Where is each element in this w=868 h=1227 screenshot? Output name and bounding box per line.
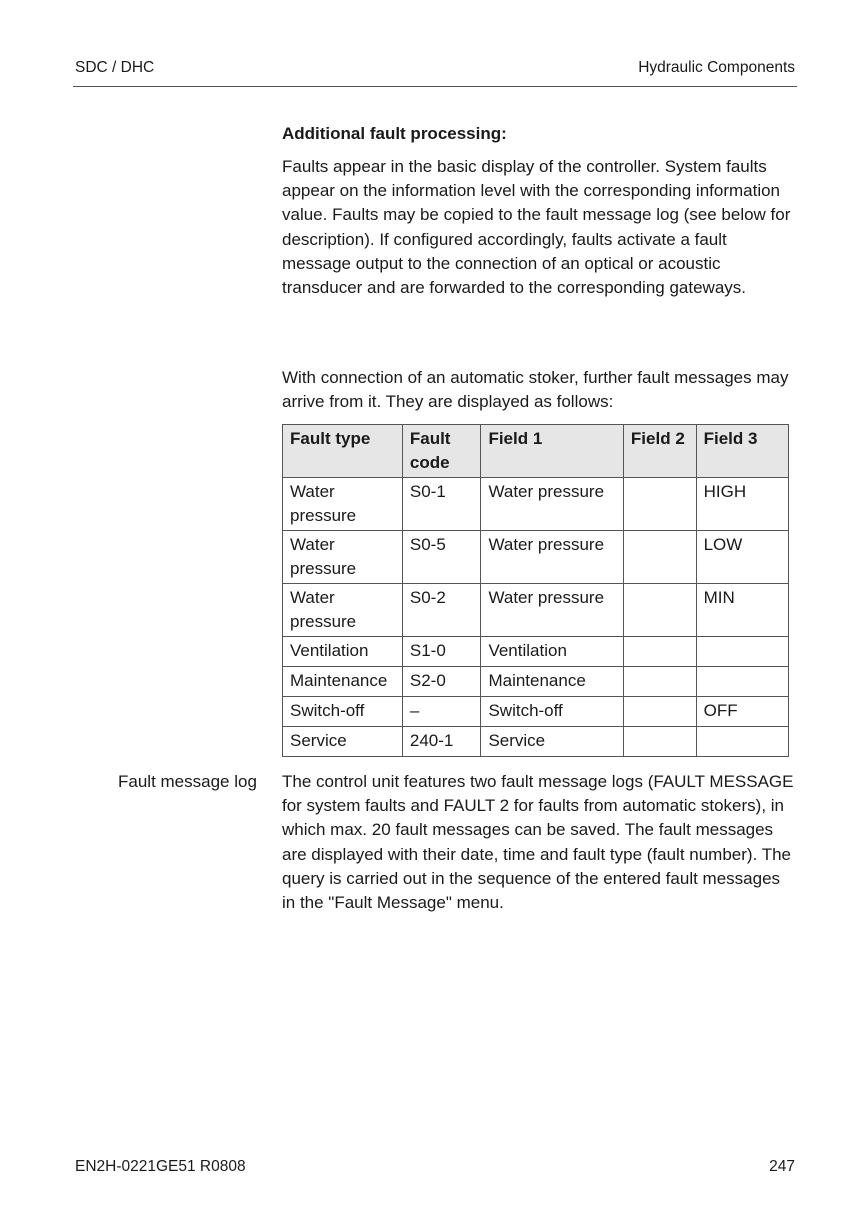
cell-field-2 — [623, 727, 696, 757]
cell-field-3: HIGH — [696, 478, 788, 531]
cell-fault-code: S0-5 — [402, 531, 481, 584]
fault-log-side-label: Fault message log — [118, 772, 257, 791]
cell-field-2 — [623, 697, 696, 727]
cell-field-1: Water pressure — [481, 531, 623, 584]
column-header-fault-type: Fault type — [283, 425, 403, 478]
table-row — [283, 531, 789, 584]
table-row — [283, 667, 789, 697]
page-number: 247 — [769, 1158, 795, 1175]
footer-document-number: EN2H-0221GE51 R0808 — [75, 1158, 246, 1175]
section-heading: Additional fault processing: — [282, 124, 507, 143]
cell-field-2 — [623, 667, 696, 697]
table-row — [283, 727, 789, 757]
cell-fault-type: Switch-off — [283, 697, 403, 727]
column-header-field-3: Field 3 — [696, 425, 788, 478]
cell-field-3: OFF — [696, 697, 788, 727]
paragraph-fault-log: The control unit features two fault message logs (FAULT MESSAGE for system faults and FAULT 2 for faults from automatic stokers), in which max. 20 fault messages can be saved. The fault messages are displayed with their date, time and fault type (fault number). The query is carried out in the sequence of the entered fault messages in the "Fault Message" menu. — [282, 772, 794, 913]
header-chapter-title: Hydraulic Components — [638, 59, 795, 76]
cell-field-1: Ventilation — [481, 637, 623, 667]
cell-field-2 — [623, 584, 696, 637]
cell-field-1: Water pressure — [481, 584, 623, 637]
cell-fault-type: Service — [283, 727, 403, 757]
cell-field-1: Maintenance — [481, 667, 623, 697]
cell-field-1: Service — [481, 727, 623, 757]
table-header-row — [283, 425, 789, 478]
cell-field-1: Water pressure — [481, 478, 623, 531]
column-header-field-2: Field 2 — [623, 425, 696, 478]
cell-field-3 — [696, 667, 788, 697]
paragraph-fault-processing: Faults appear in the basic display of the controller. System faults appear on the information level with the corresponding information value. Faults may be copied to the fault message log (see below for description). If configured accordingly, faults activate a fault message output to the connection of an optical or acoustic transducer and are forwarded to the corresponding gateways. — [282, 157, 791, 298]
column-header-fault-code: Fault code — [402, 425, 481, 478]
table-row — [283, 637, 789, 667]
cell-field-2 — [623, 637, 696, 667]
cell-fault-type: Water pressure — [283, 584, 403, 637]
header-document-code: SDC / DHC — [75, 59, 155, 76]
table-row — [283, 478, 789, 531]
header-divider — [73, 86, 797, 87]
cell-field-3: MIN — [696, 584, 788, 637]
cell-fault-code: S0-2 — [402, 584, 481, 637]
cell-field-1: Switch-off — [481, 697, 623, 727]
table-row — [283, 697, 789, 727]
cell-fault-type: Maintenance — [283, 667, 403, 697]
column-header-field-1: Field 1 — [481, 425, 623, 478]
cell-field-3 — [696, 727, 788, 757]
cell-fault-code: – — [402, 697, 481, 727]
cell-field-2 — [623, 531, 696, 584]
cell-field-3: LOW — [696, 531, 788, 584]
paragraph-automatic-stoker: With connection of an automatic stoker, further fault messages may arrive from it. They are displayed as follows: — [282, 368, 789, 412]
table-row — [283, 584, 789, 637]
cell-fault-code: S0-1 — [402, 478, 481, 531]
cell-field-3 — [696, 637, 788, 667]
cell-fault-type: Water pressure — [283, 478, 403, 531]
cell-fault-type: Ventilation — [283, 637, 403, 667]
cell-fault-code: S2-0 — [402, 667, 481, 697]
cell-fault-code: 240-1 — [402, 727, 481, 757]
cell-fault-type: Water pressure — [283, 531, 403, 584]
fault-table — [282, 424, 789, 757]
cell-field-2 — [623, 478, 696, 531]
cell-fault-code: S1-0 — [402, 637, 481, 667]
